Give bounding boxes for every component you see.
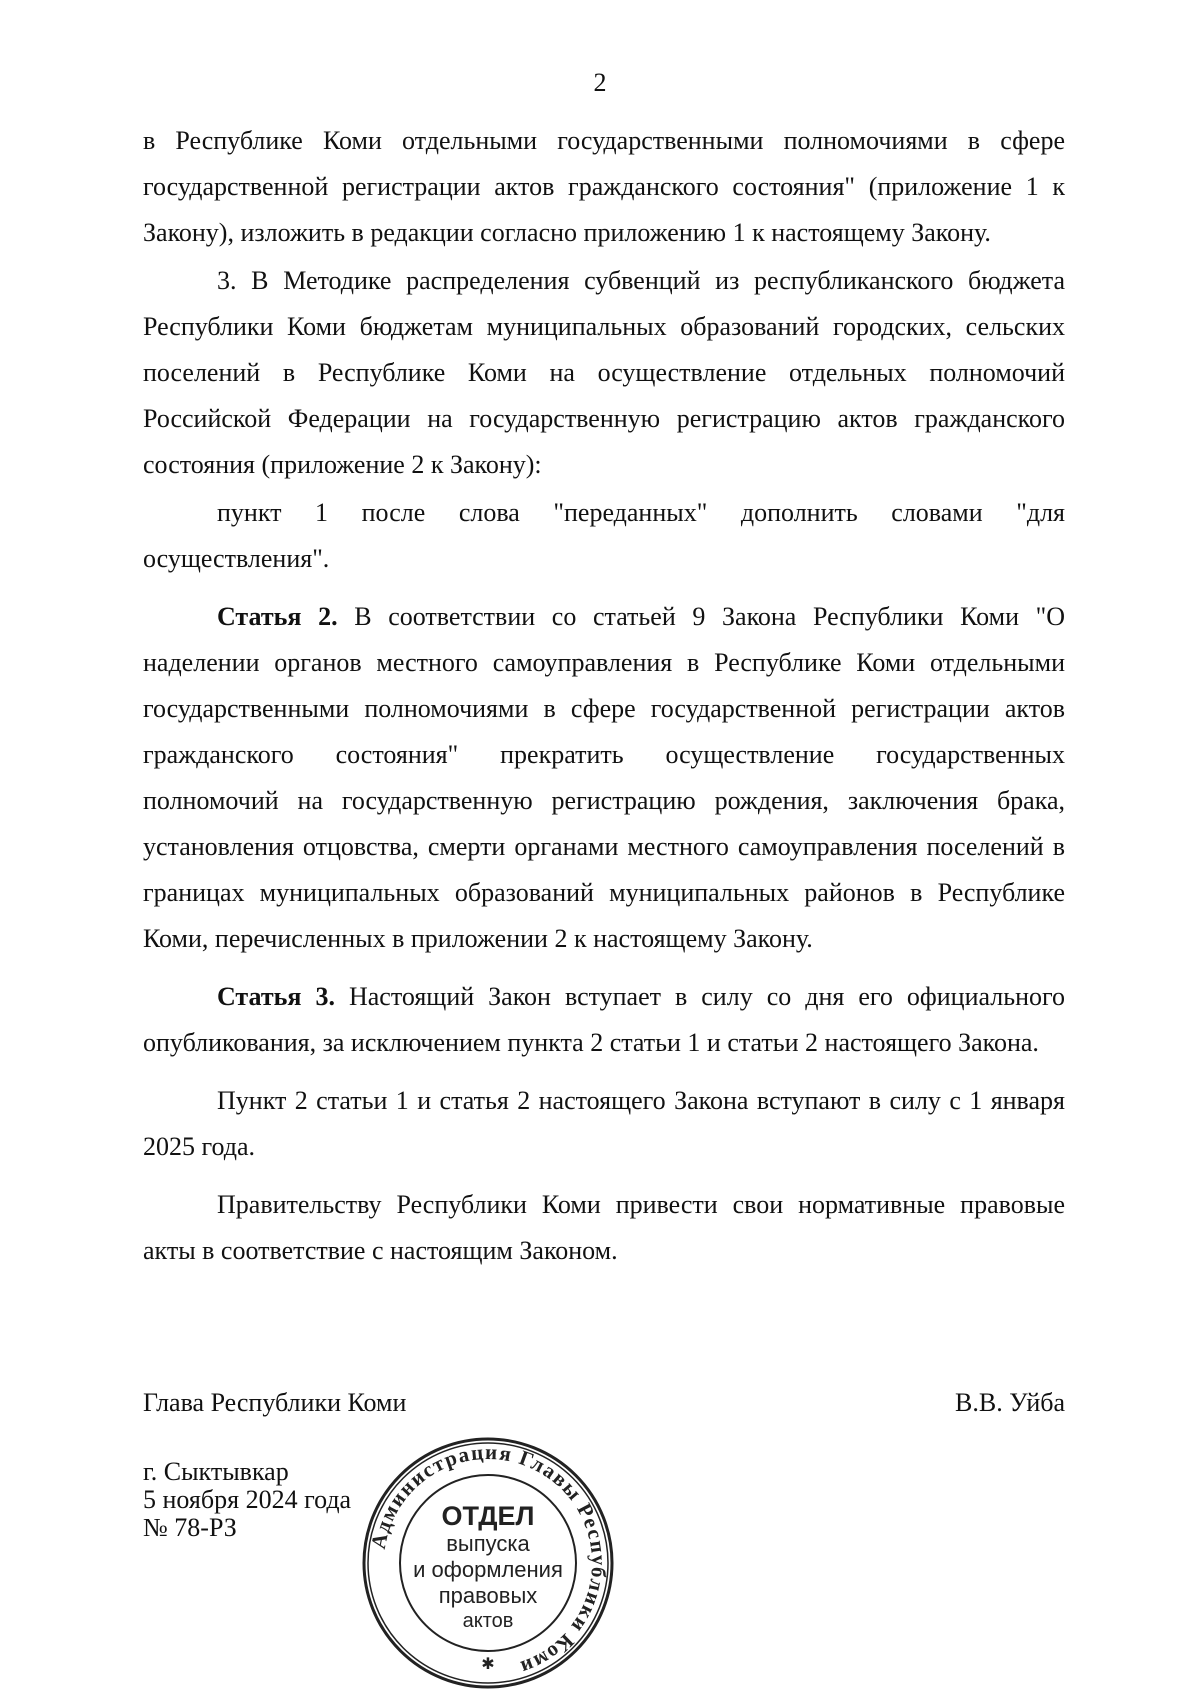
stamp-line-5: актов	[462, 1610, 514, 1632]
stamp-line-2: выпуска	[446, 1531, 530, 1556]
stamp-ring-text: Администрация Главы Республики Коми	[365, 1439, 612, 1681]
article-3-heading: Статья 3.	[217, 982, 335, 1011]
stamp-center-text	[413, 1501, 563, 1632]
stamp-star-icon: ✱	[481, 1656, 495, 1673]
paragraph-item-3: 3. В Методике распределения субвенций из республиканского бюджета Республики Коми бюджетам муниципальных образований городских, сельских поселений в Республике Коми на осуществление отдельных полномочий Российской Федерации на государственную регистрацию актов гражданского состояния (приложение 2 к Закону):	[143, 266, 1065, 479]
paragraph-item-3-point-1: пункт 1 после слова "переданных" дополнить словами "для осуществления".	[143, 498, 1065, 573]
stamp-line-4: правовых	[438, 1583, 538, 1608]
stamp-line-1: ОТДЕЛ	[441, 1501, 535, 1531]
page-number: 2	[593, 68, 607, 97]
stamp-line-3: и оформления	[413, 1557, 563, 1582]
city: г. Сыктывкар	[143, 1457, 289, 1486]
effective-date-paragraph: Пункт 2 статьи 1 и статья 2 настоящего Закона вступают в силу с 1 января 2025 года.	[143, 1086, 1065, 1161]
article-3-paragraph	[143, 974, 1065, 1066]
paragraph-continuation: в Республике Коми отдельными государственными полномочиями в сфере государственной регистрации актов гражданского состояния" (приложение 1 к Закону), изложить в редакции согласно приложению 1 к настоящему Закону.	[143, 126, 1065, 247]
date: 5 ноября 2024 года	[143, 1485, 352, 1514]
article-2-text: В соответствии со статьей 9 Закона Республики Коми "О наделении органов местного самоуправления в Республике Коми отдельными государственными полномочиями в сфере государственной регистрации актов гражданского состояния" прекратить осуществление государственных полномочий на государственную регистрацию рождения, заключения брака, установления отцовства, смерти органами местного самоуправления поселений в границах муниципальных образований муниципальных районов в Республике Коми, перечисленных в приложении 2 к настоящему Закону.	[143, 602, 1066, 953]
article-3-text: Настоящий Закон вступает в силу со дня его официального опубликования, за исключением пункта 2 статьи 1 и статьи 2 настоящего Закона.	[143, 982, 1066, 1057]
government-instruction-paragraph: Правительству Республики Коми привести свои нормативные правовые акты в соответствие с настоящим Законом.	[143, 1190, 1065, 1265]
article-2-paragraph	[143, 594, 1065, 962]
signatory-position: Глава Республики Коми	[143, 1388, 407, 1417]
document-body	[143, 118, 1065, 1274]
signatory-name: В.В. Уйба	[955, 1388, 1065, 1417]
official-stamp	[358, 1433, 618, 1693]
place-date-block	[143, 1458, 351, 1542]
signature-row	[143, 1388, 1065, 1418]
law-number: № 78-РЗ	[143, 1513, 237, 1542]
article-2-heading: Статья 2.	[217, 602, 338, 631]
